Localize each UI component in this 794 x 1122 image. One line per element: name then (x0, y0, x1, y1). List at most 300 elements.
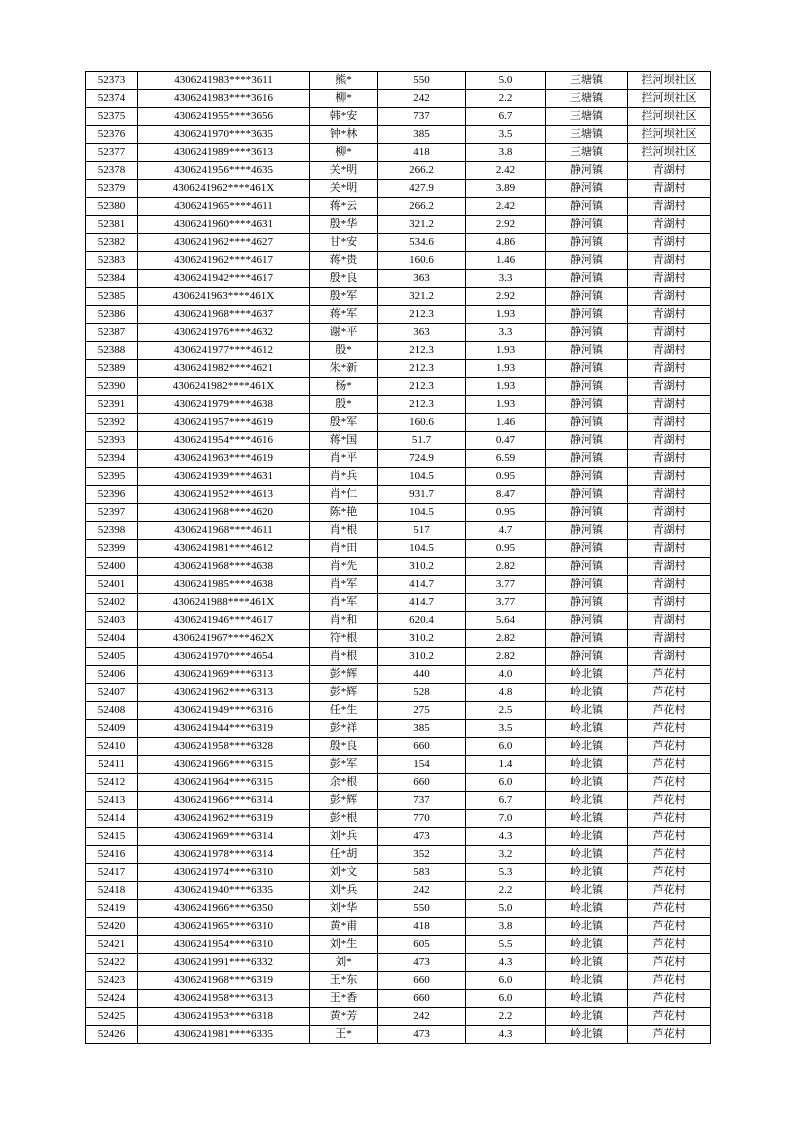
cell-town: 静河镇 (546, 324, 628, 342)
cell-village: 芦花村 (628, 918, 711, 936)
cell-village: 芦花村 (628, 846, 711, 864)
cell-amount: 737 (378, 108, 466, 126)
cell-area: 3.77 (466, 576, 546, 594)
cell-town: 静河镇 (546, 216, 628, 234)
cell-area: 5.0 (466, 900, 546, 918)
cell-area: 6.0 (466, 990, 546, 1008)
cell-amount: 385 (378, 720, 466, 738)
cell-amount: 160.6 (378, 252, 466, 270)
cell-serial-number: 52411 (86, 756, 138, 774)
cell-area: 2.92 (466, 216, 546, 234)
table-row (86, 810, 711, 828)
cell-area: 6.0 (466, 738, 546, 756)
cell-amount: 418 (378, 918, 466, 936)
table-row (86, 378, 711, 396)
cell-area: 3.2 (466, 846, 546, 864)
cell-town: 岭北镇 (546, 864, 628, 882)
cell-amount: 605 (378, 936, 466, 954)
table-row (86, 558, 711, 576)
cell-town: 三塘镇 (546, 90, 628, 108)
cell-serial-number: 52421 (86, 936, 138, 954)
cell-id-number: 4306241969****6313 (138, 666, 310, 684)
cell-area: 0.95 (466, 468, 546, 486)
cell-id-number: 4306241981****6335 (138, 1026, 310, 1044)
cell-town: 静河镇 (546, 414, 628, 432)
cell-town: 静河镇 (546, 360, 628, 378)
cell-name: 彭*军 (310, 756, 378, 774)
cell-town: 静河镇 (546, 198, 628, 216)
cell-id-number: 4306241976****4632 (138, 324, 310, 342)
cell-area: 6.7 (466, 108, 546, 126)
cell-name: 肖*根 (310, 648, 378, 666)
table-row (86, 432, 711, 450)
cell-serial-number: 52413 (86, 792, 138, 810)
cell-name: 殷*良 (310, 738, 378, 756)
cell-name: 黄*芳 (310, 1008, 378, 1026)
cell-amount: 266.2 (378, 162, 466, 180)
cell-id-number: 4306241942****4617 (138, 270, 310, 288)
cell-amount: 160.6 (378, 414, 466, 432)
cell-village: 青湖村 (628, 540, 711, 558)
cell-id-number: 4306241968****4637 (138, 306, 310, 324)
table-row (86, 990, 711, 1008)
cell-serial-number: 52424 (86, 990, 138, 1008)
cell-serial-number: 52373 (86, 72, 138, 90)
cell-id-number: 4306241965****6310 (138, 918, 310, 936)
cell-amount: 321.2 (378, 216, 466, 234)
cell-id-number: 4306241962****4627 (138, 234, 310, 252)
cell-area: 1.93 (466, 396, 546, 414)
cell-village: 青湖村 (628, 162, 711, 180)
cell-serial-number: 52408 (86, 702, 138, 720)
cell-serial-number: 52423 (86, 972, 138, 990)
cell-town: 静河镇 (546, 270, 628, 288)
cell-village: 芦花村 (628, 666, 711, 684)
cell-village: 青湖村 (628, 360, 711, 378)
cell-area: 4.86 (466, 234, 546, 252)
cell-id-number: 4306241982****461X (138, 378, 310, 396)
cell-id-number: 4306241949****6316 (138, 702, 310, 720)
cell-serial-number: 52386 (86, 306, 138, 324)
cell-village: 青湖村 (628, 324, 711, 342)
cell-village: 芦花村 (628, 900, 711, 918)
table-row (86, 252, 711, 270)
table-row (86, 666, 711, 684)
cell-village: 芦花村 (628, 738, 711, 756)
cell-id-number: 4306241970****4654 (138, 648, 310, 666)
cell-name: 谢*平 (310, 324, 378, 342)
cell-serial-number: 52425 (86, 1008, 138, 1026)
cell-id-number: 4306241970****3635 (138, 126, 310, 144)
cell-serial-number: 52401 (86, 576, 138, 594)
cell-id-number: 4306241962****6319 (138, 810, 310, 828)
cell-area: 4.3 (466, 828, 546, 846)
cell-serial-number: 52390 (86, 378, 138, 396)
cell-village: 青湖村 (628, 432, 711, 450)
table-row (86, 270, 711, 288)
cell-amount: 212.3 (378, 342, 466, 360)
table-row (86, 342, 711, 360)
cell-id-number: 4306241981****4612 (138, 540, 310, 558)
cell-serial-number: 52399 (86, 540, 138, 558)
cell-village: 拦河坝社区 (628, 144, 711, 162)
cell-amount: 242 (378, 1008, 466, 1026)
table-row (86, 918, 711, 936)
cell-town: 岭北镇 (546, 756, 628, 774)
cell-amount: 660 (378, 774, 466, 792)
cell-id-number: 4306241968****4620 (138, 504, 310, 522)
cell-town: 静河镇 (546, 342, 628, 360)
cell-village: 青湖村 (628, 252, 711, 270)
cell-amount: 242 (378, 882, 466, 900)
cell-serial-number: 52382 (86, 234, 138, 252)
cell-id-number: 4306241954****6310 (138, 936, 310, 954)
cell-id-number: 4306241989****3613 (138, 144, 310, 162)
cell-id-number: 4306241953****6318 (138, 1008, 310, 1026)
cell-village: 青湖村 (628, 234, 711, 252)
cell-town: 三塘镇 (546, 126, 628, 144)
cell-town: 岭北镇 (546, 1008, 628, 1026)
cell-serial-number: 52395 (86, 468, 138, 486)
cell-id-number: 4306241967****462X (138, 630, 310, 648)
cell-name: 彭*祥 (310, 720, 378, 738)
cell-area: 3.5 (466, 126, 546, 144)
cell-village: 青湖村 (628, 576, 711, 594)
cell-id-number: 4306241939****4631 (138, 468, 310, 486)
table-row (86, 702, 711, 720)
cell-area: 4.8 (466, 684, 546, 702)
cell-area: 7.0 (466, 810, 546, 828)
cell-town: 静河镇 (546, 468, 628, 486)
table-row (86, 720, 711, 738)
cell-amount: 310.2 (378, 630, 466, 648)
cell-area: 3.8 (466, 918, 546, 936)
cell-area: 2.2 (466, 882, 546, 900)
cell-amount: 414.7 (378, 594, 466, 612)
cell-village: 青湖村 (628, 468, 711, 486)
table-row (86, 144, 711, 162)
cell-village: 青湖村 (628, 216, 711, 234)
cell-amount: 275 (378, 702, 466, 720)
cell-name: 殷*军 (310, 288, 378, 306)
table-row (86, 108, 711, 126)
table-row (86, 450, 711, 468)
cell-amount: 473 (378, 828, 466, 846)
table-row (86, 72, 711, 90)
cell-town: 静河镇 (546, 288, 628, 306)
cell-town: 静河镇 (546, 540, 628, 558)
cell-village: 拦河坝社区 (628, 90, 711, 108)
cell-town: 岭北镇 (546, 954, 628, 972)
cell-town: 三塘镇 (546, 108, 628, 126)
cell-village: 拦河坝社区 (628, 126, 711, 144)
cell-village: 芦花村 (628, 882, 711, 900)
cell-area: 1.93 (466, 342, 546, 360)
cell-area: 3.5 (466, 720, 546, 738)
cell-amount: 352 (378, 846, 466, 864)
cell-name: 刘*文 (310, 864, 378, 882)
cell-amount: 310.2 (378, 648, 466, 666)
cell-serial-number: 52374 (86, 90, 138, 108)
cell-amount: 363 (378, 324, 466, 342)
cell-area: 5.64 (466, 612, 546, 630)
cell-area: 4.7 (466, 522, 546, 540)
cell-name: 杨* (310, 378, 378, 396)
cell-amount: 660 (378, 738, 466, 756)
cell-name: 王* (310, 1026, 378, 1044)
cell-id-number: 4306241978****6314 (138, 846, 310, 864)
cell-amount: 212.3 (378, 396, 466, 414)
cell-town: 岭北镇 (546, 684, 628, 702)
cell-serial-number: 52396 (86, 486, 138, 504)
table-row (86, 504, 711, 522)
cell-amount: 473 (378, 1026, 466, 1044)
cell-serial-number: 52385 (86, 288, 138, 306)
cell-town: 岭北镇 (546, 828, 628, 846)
cell-id-number: 4306241946****4617 (138, 612, 310, 630)
cell-town: 三塘镇 (546, 144, 628, 162)
cell-village: 芦花村 (628, 1008, 711, 1026)
cell-serial-number: 52412 (86, 774, 138, 792)
cell-area: 2.82 (466, 558, 546, 576)
cell-town: 静河镇 (546, 576, 628, 594)
cell-serial-number: 52388 (86, 342, 138, 360)
cell-town: 静河镇 (546, 378, 628, 396)
cell-village: 青湖村 (628, 198, 711, 216)
cell-id-number: 4306241966****6314 (138, 792, 310, 810)
cell-amount: 212.3 (378, 378, 466, 396)
cell-name: 蒋*军 (310, 306, 378, 324)
cell-serial-number: 52381 (86, 216, 138, 234)
cell-serial-number: 52404 (86, 630, 138, 648)
cell-serial-number: 52422 (86, 954, 138, 972)
cell-town: 岭北镇 (546, 720, 628, 738)
cell-serial-number: 52392 (86, 414, 138, 432)
table-row (86, 612, 711, 630)
cell-amount: 550 (378, 72, 466, 90)
table-row (86, 1026, 711, 1044)
cell-town: 岭北镇 (546, 810, 628, 828)
cell-town: 岭北镇 (546, 1026, 628, 1044)
table-row (86, 180, 711, 198)
cell-amount: 363 (378, 270, 466, 288)
cell-name: 肖*仁 (310, 486, 378, 504)
cell-amount: 620.4 (378, 612, 466, 630)
cell-area: 0.95 (466, 540, 546, 558)
cell-name: 符*根 (310, 630, 378, 648)
cell-amount: 104.5 (378, 468, 466, 486)
cell-id-number: 4306241955****3656 (138, 108, 310, 126)
table-row (86, 882, 711, 900)
cell-name: 肖*兵 (310, 468, 378, 486)
table-row (86, 774, 711, 792)
cell-town: 岭北镇 (546, 702, 628, 720)
cell-serial-number: 52378 (86, 162, 138, 180)
cell-village: 芦花村 (628, 972, 711, 990)
cell-area: 3.3 (466, 270, 546, 288)
cell-town: 静河镇 (546, 558, 628, 576)
cell-town: 静河镇 (546, 612, 628, 630)
cell-area: 1.93 (466, 360, 546, 378)
cell-serial-number: 52417 (86, 864, 138, 882)
cell-amount: 427.9 (378, 180, 466, 198)
cell-name: 蒋*云 (310, 198, 378, 216)
table-row (86, 648, 711, 666)
cell-serial-number: 52420 (86, 918, 138, 936)
cell-area: 1.93 (466, 306, 546, 324)
cell-serial-number: 52409 (86, 720, 138, 738)
cell-village: 芦花村 (628, 810, 711, 828)
cell-amount: 517 (378, 522, 466, 540)
cell-town: 静河镇 (546, 522, 628, 540)
table-row (86, 900, 711, 918)
cell-name: 殷* (310, 342, 378, 360)
table-row (86, 684, 711, 702)
cell-id-number: 4306241963****4619 (138, 450, 310, 468)
cell-town: 静河镇 (546, 162, 628, 180)
cell-amount: 550 (378, 900, 466, 918)
cell-name: 黄*甫 (310, 918, 378, 936)
cell-amount: 440 (378, 666, 466, 684)
cell-village: 拦河坝社区 (628, 108, 711, 126)
cell-id-number: 4306241991****6332 (138, 954, 310, 972)
cell-id-number: 4306241956****4635 (138, 162, 310, 180)
cell-village: 青湖村 (628, 612, 711, 630)
cell-serial-number: 52416 (86, 846, 138, 864)
cell-serial-number: 52393 (86, 432, 138, 450)
cell-id-number: 4306241974****6310 (138, 864, 310, 882)
cell-amount: 473 (378, 954, 466, 972)
cell-serial-number: 52419 (86, 900, 138, 918)
table-row (86, 234, 711, 252)
cell-amount: 660 (378, 990, 466, 1008)
cell-village: 芦花村 (628, 702, 711, 720)
cell-amount: 212.3 (378, 306, 466, 324)
cell-serial-number: 52410 (86, 738, 138, 756)
cell-town: 岭北镇 (546, 882, 628, 900)
cell-area: 5.0 (466, 72, 546, 90)
cell-village: 芦花村 (628, 864, 711, 882)
cell-name: 熊* (310, 72, 378, 90)
cell-amount: 931.7 (378, 486, 466, 504)
cell-id-number: 4306241982****4621 (138, 360, 310, 378)
cell-name: 刘*生 (310, 936, 378, 954)
cell-name: 刘* (310, 954, 378, 972)
table-row (86, 216, 711, 234)
cell-amount: 104.5 (378, 540, 466, 558)
cell-id-number: 4306241968****4611 (138, 522, 310, 540)
cell-name: 殷*良 (310, 270, 378, 288)
cell-village: 青湖村 (628, 270, 711, 288)
cell-name: 肖*田 (310, 540, 378, 558)
cell-village: 芦花村 (628, 954, 711, 972)
cell-amount: 770 (378, 810, 466, 828)
cell-id-number: 4306241954****4616 (138, 432, 310, 450)
table-row (86, 324, 711, 342)
cell-name: 彭*辉 (310, 684, 378, 702)
cell-name: 肖*平 (310, 450, 378, 468)
cell-serial-number: 52407 (86, 684, 138, 702)
cell-town: 三塘镇 (546, 72, 628, 90)
cell-serial-number: 52405 (86, 648, 138, 666)
cell-id-number: 4306241958****6313 (138, 990, 310, 1008)
cell-id-number: 4306241969****6314 (138, 828, 310, 846)
cell-amount: 51.7 (378, 432, 466, 450)
cell-serial-number: 52415 (86, 828, 138, 846)
cell-town: 静河镇 (546, 180, 628, 198)
cell-village: 青湖村 (628, 378, 711, 396)
cell-area: 2.82 (466, 630, 546, 648)
cell-area: 3.77 (466, 594, 546, 612)
cell-area: 3.8 (466, 144, 546, 162)
cell-area: 5.3 (466, 864, 546, 882)
table-row (86, 846, 711, 864)
cell-serial-number: 52400 (86, 558, 138, 576)
cell-name: 刘*兵 (310, 882, 378, 900)
cell-area: 2.42 (466, 162, 546, 180)
cell-amount: 310.2 (378, 558, 466, 576)
table-row (86, 738, 711, 756)
cell-town: 静河镇 (546, 504, 628, 522)
cell-serial-number: 52426 (86, 1026, 138, 1044)
table-row (86, 306, 711, 324)
cell-town: 静河镇 (546, 252, 628, 270)
cell-serial-number: 52383 (86, 252, 138, 270)
cell-area: 8.47 (466, 486, 546, 504)
cell-village: 芦花村 (628, 756, 711, 774)
cell-id-number: 4306241940****6335 (138, 882, 310, 900)
cell-amount: 534.6 (378, 234, 466, 252)
cell-village: 青湖村 (628, 306, 711, 324)
cell-village: 芦花村 (628, 990, 711, 1008)
cell-amount: 528 (378, 684, 466, 702)
cell-town: 静河镇 (546, 396, 628, 414)
cell-amount: 414.7 (378, 576, 466, 594)
cell-village: 青湖村 (628, 648, 711, 666)
cell-name: 肖*军 (310, 594, 378, 612)
cell-village: 青湖村 (628, 396, 711, 414)
cell-village: 青湖村 (628, 504, 711, 522)
cell-town: 岭北镇 (546, 936, 628, 954)
cell-id-number: 4306241988****461X (138, 594, 310, 612)
table-row (86, 162, 711, 180)
table-row (86, 936, 711, 954)
cell-name: 肖*根 (310, 522, 378, 540)
cell-amount: 385 (378, 126, 466, 144)
cell-area: 6.0 (466, 774, 546, 792)
cell-town: 岭北镇 (546, 918, 628, 936)
cell-name: 王*东 (310, 972, 378, 990)
cell-id-number: 4306241983****3611 (138, 72, 310, 90)
cell-name: 殷* (310, 396, 378, 414)
cell-id-number: 4306241968****6319 (138, 972, 310, 990)
cell-area: 2.42 (466, 198, 546, 216)
cell-village: 芦花村 (628, 828, 711, 846)
cell-id-number: 4306241979****4638 (138, 396, 310, 414)
cell-name: 陈*艳 (310, 504, 378, 522)
cell-serial-number: 52403 (86, 612, 138, 630)
table-row (86, 288, 711, 306)
cell-serial-number: 52418 (86, 882, 138, 900)
cell-name: 关*明 (310, 180, 378, 198)
cell-name: 殷*军 (310, 414, 378, 432)
cell-id-number: 4306241962****4617 (138, 252, 310, 270)
cell-area: 1.4 (466, 756, 546, 774)
cell-village: 拦河坝社区 (628, 72, 711, 90)
cell-town: 岭北镇 (546, 990, 628, 1008)
cell-village: 芦花村 (628, 936, 711, 954)
cell-id-number: 4306241985****4638 (138, 576, 310, 594)
